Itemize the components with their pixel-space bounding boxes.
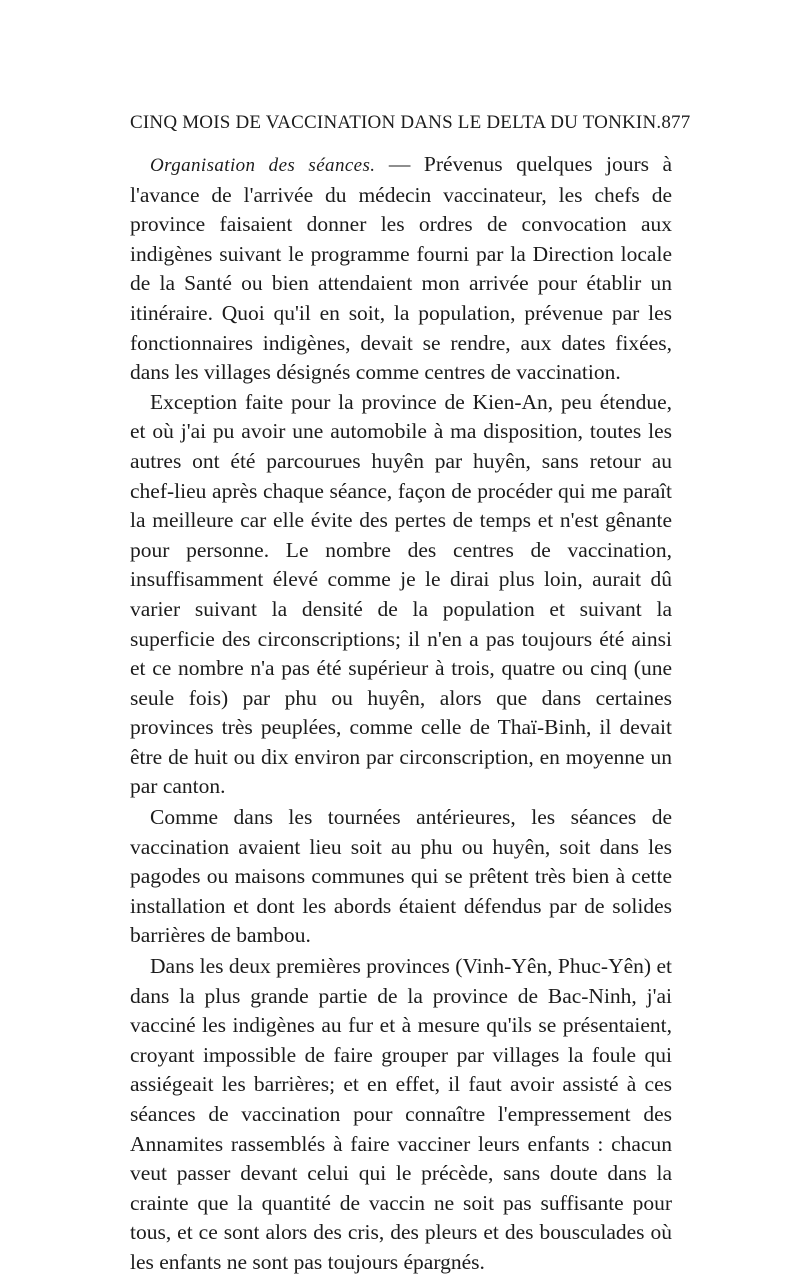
running-head-title: CINQ MOIS DE VACCINATION DANS LE DELTA DU TONKIN. bbox=[130, 112, 662, 133]
paragraph-text: Prévenus quelques jours à l'avance de l'arrivée du médecin vaccinateur, les chefs de province faisaient donner les ordres de convocation aux indigènes suivant le programme fourni par la Direction locale de la Santé ou bien attendaient mon arrivée pour établir un itinéraire. Quoi qu'il en soit, la population, prévenue par les fonctionnaires indigènes, devait se rendre, aux dates fixées, dans les villages désignés comme centres de vaccination. bbox=[130, 152, 672, 385]
book-page bbox=[130, 112, 691, 1278]
section-heading: Organisation des séances. bbox=[150, 155, 376, 176]
paragraph-organisation bbox=[130, 150, 672, 388]
body-text bbox=[130, 150, 672, 1278]
heading-dash: — bbox=[375, 152, 424, 176]
page-number: 877 bbox=[661, 112, 691, 133]
running-head bbox=[130, 112, 691, 140]
paragraph-seances: Comme dans les tournées antérieures, les séances de vaccination avaient lieu soit au phu ou huyên, soit dans les pagodes ou maisons communes qui se prêtent très bien à cette installation et dont les abords étaient défendus par de solides barrières de bambou. bbox=[130, 805, 672, 948]
paragraph-provinces: Dans les deux premières provinces (Vinh-Yên, Phuc-Yên) et dans la plus grande partie de la province de Bac-Ninh, j'ai vacciné les indigènes au fur et à mesure qu'ils se présentaient, croyant impossible de faire grouper par villages la foule qui assiégeait les barrières; et en effet, il faut avoir assisté à ces séances de vaccination pour connaître l'empressement des Annamites rassemblés à faire vacciner leurs enfants : chacun veut passer devant celui qui le précède, sans doute dans la crainte que la quantité de vaccin ne soit pas suffisante pour tous, et ce sont alors des cris, des pleurs et des bousculades où les enfants ne sont pas toujours épargnés. bbox=[130, 954, 672, 1274]
paragraph-exception: Exception faite pour la province de Kien-An, peu étendue, et où j'ai pu avoir une automobile à ma disposition, toutes les autres ont été parcourues huyên par huyên, sans retour au chef-lieu après chaque séance, façon de procéder qui me paraît la meilleure car elle évite des pertes de temps et n'est gênante pour personne. Le nombre des centres de vaccination, insuffisamment élevé comme je le dirai plus loin, aurait dû varier suivant la densité de la population et suivant la superficie des circonscriptions; il n'en a pas toujours été ainsi et ce nombre n'a pas été supérieur à trois, quatre ou cinq (une seule fois) par phu ou huyên, alors que dans certaines provinces très peuplées, comme celle de Thaï-Binh, il devait être de huit ou dix environ par circonscription, en moyenne un par canton. bbox=[130, 389, 672, 799]
